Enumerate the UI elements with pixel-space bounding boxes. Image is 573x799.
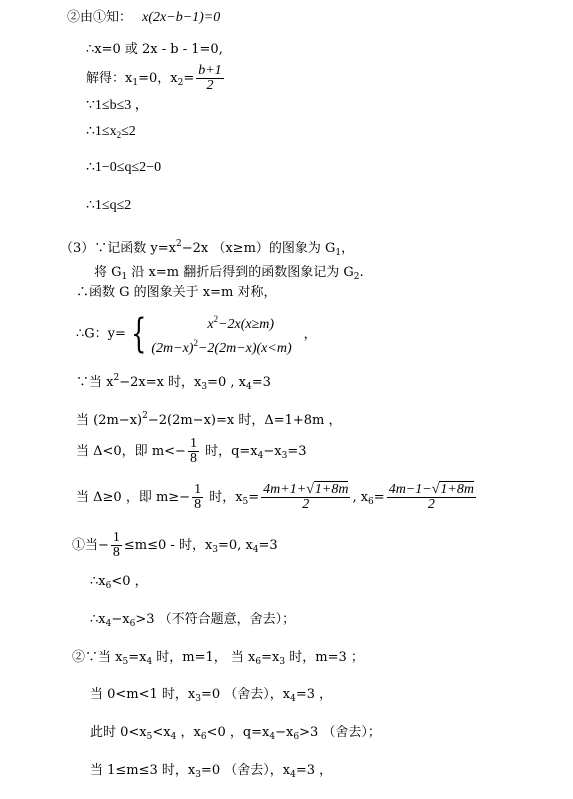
line-3-denominator: 2	[206, 78, 214, 93]
line-9-b: 沿 x=m 翻折后得到的函数图象记为 G	[127, 265, 354, 280]
line-14-fraction	[188, 437, 199, 466]
line-3-fraction	[196, 64, 223, 93]
line-11-tail: ，	[303, 326, 317, 342]
line-9-c: .	[359, 265, 364, 280]
line-9-sub-1: 1	[121, 272, 128, 282]
line-18-b: −x	[111, 612, 130, 627]
line-2	[86, 42, 223, 58]
line-16	[72, 530, 278, 566]
line-18-sub-4: 4	[105, 619, 112, 629]
line-16-fraction	[111, 531, 122, 560]
line-14-sub-3: 3	[281, 451, 288, 461]
line-12-sub-3: 3	[201, 382, 208, 392]
line-21-sub-6: 6	[200, 732, 207, 742]
piecewise-cases	[151, 310, 291, 358]
case-2-sup: 2	[193, 338, 198, 348]
line-12	[76, 370, 271, 395]
line-19-sub-4: 4	[146, 657, 153, 667]
line-15-denominator-3: 2	[427, 497, 435, 512]
line-21-c: ，x	[176, 725, 201, 740]
line-11-label: ∴G：y=	[76, 326, 126, 342]
line-8-b: −2x （x≥m）的图象为 G	[181, 241, 336, 256]
line-19-sub-5: 5	[122, 657, 129, 667]
line-15-numerator-3-a: 4m−1−	[388, 482, 432, 497]
line-15-numerator-2: 4m+1+√1+8m	[263, 482, 349, 497]
line-16-sub-3: 3	[212, 545, 219, 555]
line-15-eq-2: =	[373, 490, 385, 505]
line-5	[86, 124, 136, 143]
line-17	[90, 574, 148, 594]
line-19-sub-3: 3	[279, 657, 286, 667]
left-brace: {	[130, 311, 147, 357]
line-12-sup: 2	[113, 373, 120, 383]
line-3-numerator: b+1	[198, 63, 222, 78]
line-2-text: ∴x=0 或 2x - b - 1=0,	[86, 42, 223, 57]
line-18-c: >3 （不符合题意，舍去）；	[135, 612, 296, 627]
line-22-c: =3 ，	[295, 763, 333, 778]
line-19-b: =x	[128, 650, 147, 665]
line-4-text: ∵1≤b≤3 ，	[86, 98, 149, 113]
line-1-prefix: ②由①知：	[67, 10, 133, 25]
line-3	[86, 64, 226, 93]
line-16-numerator: 1	[112, 530, 120, 545]
line-15-numerator-2-a: 4m+1+	[263, 482, 307, 497]
line-14	[76, 436, 307, 472]
line-10-text: ∴函数 G 的图象关于 x=m 对称，	[76, 285, 277, 300]
line-15-b: 时，x	[205, 490, 243, 505]
line-15-fraction-2	[261, 483, 350, 512]
line-20-sub-4: 4	[290, 694, 296, 704]
line-20-b: =0 （舍去），x	[201, 687, 291, 702]
line-4	[86, 98, 149, 114]
line-19-c: 时，m=1， 当 x	[152, 650, 256, 665]
line-14-a: 当 Δ<0，即 m<−	[76, 444, 186, 459]
line-15	[76, 480, 478, 520]
line-11-piecewise	[76, 310, 317, 358]
line-5-a: ∴1≤x	[86, 124, 117, 139]
case-2-b: −2(2m−x)(x<m)	[197, 341, 292, 356]
line-12-sub-4: 4	[246, 382, 252, 392]
line-21-f: >3 （舍去）；	[299, 725, 381, 740]
line-19-e: 时，m=3 ；	[285, 650, 364, 665]
line-20-c: =3 ，	[295, 687, 333, 702]
case-1-a: x	[207, 317, 214, 332]
line-18	[90, 612, 295, 632]
line-3-sub-1: 1	[132, 78, 139, 88]
line-14-b: 时，q=x	[200, 444, 258, 459]
line-3-mid: =0，x	[138, 71, 178, 86]
line-10	[76, 285, 276, 301]
line-19	[72, 650, 364, 670]
line-15-denominator-1: 8	[194, 497, 202, 512]
line-15-sqrt-2: 1+8m	[314, 482, 349, 497]
line-13-a: 当 (2m−x)	[76, 413, 143, 428]
line-15-mid: , x	[352, 490, 369, 505]
line-20-a: 当 0<m<1 时，x	[90, 687, 196, 702]
line-21	[90, 725, 381, 745]
line-12-a: ∵当 x	[76, 375, 114, 390]
line-12-d: =3	[251, 375, 271, 390]
line-19-d: =x	[261, 650, 280, 665]
line-16-denominator: 8	[112, 545, 120, 560]
line-15-numerator-3: 4m−1−√1+8m	[388, 482, 474, 497]
line-15-sqrt-3: 1+8m	[440, 482, 474, 497]
line-9-a: 将 G	[94, 265, 122, 280]
line-22-b: =0 （舍去），x	[201, 763, 291, 778]
line-15-numerator-1: 1	[194, 482, 202, 497]
line-14-d: =3	[287, 444, 307, 459]
line-12-b: −2x=x 时，x	[119, 375, 202, 390]
line-17-b: <0 ，	[111, 574, 148, 589]
case-1	[151, 310, 291, 334]
line-13-sup: 2	[142, 411, 148, 421]
line-15-eq: =	[248, 490, 260, 505]
line-9	[94, 265, 364, 285]
line-15-fraction-3	[387, 483, 476, 512]
case-1-b: −2x(x≥m)	[218, 317, 275, 332]
line-21-a: 此时 0<x	[90, 725, 147, 740]
line-9-sub-2: 2	[353, 272, 360, 282]
line-14-denominator: 8	[189, 451, 197, 466]
line-16-sub-4: 4	[252, 545, 259, 555]
line-18-a: ∴x	[90, 612, 106, 627]
line-20-sub-3: 3	[195, 694, 201, 704]
line-16-c: =0, x	[218, 538, 253, 553]
line-1	[67, 10, 220, 26]
line-12-c: =0 , x	[207, 375, 247, 390]
case-1-sup: 2	[213, 314, 219, 324]
line-19-sub-6: 6	[255, 657, 262, 667]
line-17-sub-6: 6	[105, 581, 112, 591]
line-8-a: （3）∵记函数 y=x	[60, 241, 176, 256]
line-22	[90, 763, 332, 783]
line-21-sub-6b: 6	[293, 732, 300, 742]
line-22-sub-3: 3	[195, 770, 201, 780]
line-8-sub: 1	[335, 248, 342, 258]
line-14-c: −x	[263, 444, 282, 459]
line-16-d: =3	[258, 538, 278, 553]
line-21-e: −x	[275, 725, 294, 740]
line-22-sub-4: 4	[290, 770, 296, 780]
line-3-prefix: 解得：x	[86, 71, 133, 86]
line-21-sub-4b: 4	[269, 732, 276, 742]
case-2	[151, 334, 291, 358]
line-8-sup: 2	[175, 239, 182, 249]
line-16-a: ①当−	[72, 538, 109, 553]
line-16-b: ≤m≤0 - 时，x	[123, 538, 213, 553]
line-15-fraction-1	[192, 483, 203, 512]
line-21-sub-5: 5	[146, 732, 153, 742]
line-14-sub-4: 4	[257, 451, 264, 461]
line-8	[60, 236, 354, 261]
line-5-b: ≤2	[121, 124, 136, 139]
line-13	[76, 408, 342, 429]
line-21-sub-4: 4	[170, 732, 177, 742]
line-20	[90, 687, 332, 707]
line-5-sub: 2	[116, 130, 122, 140]
line-1-equation: x(2x−b−1)=0	[142, 10, 221, 25]
case-2-a: (2m−x)	[151, 341, 194, 356]
line-6	[86, 160, 161, 176]
line-7-text: ∴1≤q≤2	[86, 198, 132, 213]
line-8-c: ，	[341, 241, 355, 256]
line-15-sub-5: 5	[242, 497, 249, 507]
line-3-eq: =	[183, 71, 195, 86]
line-15-sub-6: 6	[368, 497, 374, 507]
line-15-denominator-2: 2	[302, 497, 310, 512]
line-15-a: 当 Δ≥0 ，即 m≥−	[76, 490, 191, 505]
line-21-d: <0 ，q=x	[206, 725, 270, 740]
line-13-b: −2(2m−x)=x 时，Δ=1+8m ，	[147, 413, 342, 428]
line-18-sub-6: 6	[129, 619, 136, 629]
line-21-b: <x	[152, 725, 171, 740]
line-3-sub-2: 2	[177, 78, 184, 88]
line-6-text: ∴1−0≤q≤2−0	[86, 160, 162, 175]
line-19-a: ②∵当 x	[72, 650, 123, 665]
line-22-a: 当 1≤m≤3 时，x	[90, 763, 196, 778]
line-17-a: ∴x	[90, 574, 106, 589]
line-14-numerator: 1	[189, 436, 197, 451]
line-7	[86, 198, 131, 214]
